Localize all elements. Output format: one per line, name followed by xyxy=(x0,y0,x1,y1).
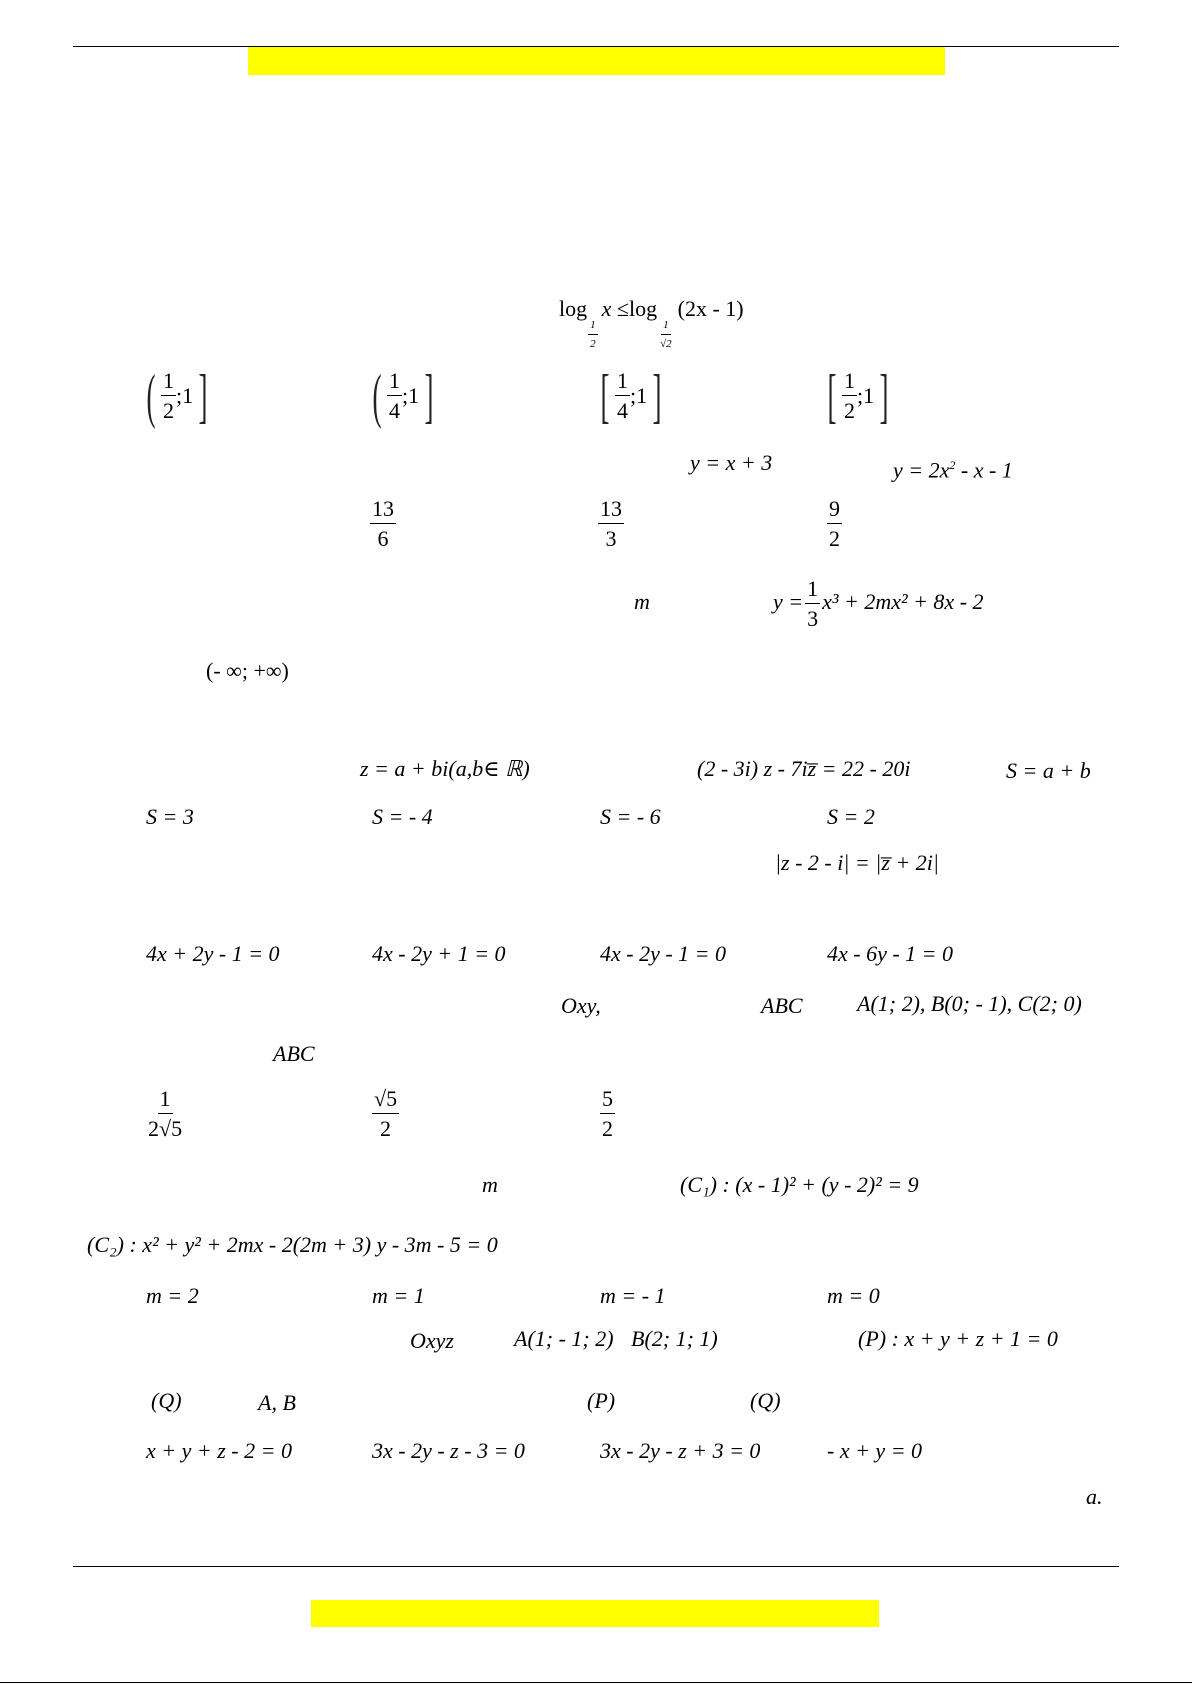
locus-answer-a[interactable]: 4x + 2y - 1 = 0 xyxy=(146,941,280,966)
plane-answer-a[interactable]: x + y + z - 2 = 0 xyxy=(146,1438,292,1463)
footer-rule xyxy=(73,1566,1119,1567)
circle-answer-a[interactable]: m = 2 xyxy=(146,1283,199,1308)
plane-space: Oxyz xyxy=(410,1328,454,1353)
log-answer-b[interactable]: ( $\frac{1}{4}$ ;1 ] xyxy=(372,363,434,429)
area-curve: $y = 2x^2 - x - 1$ xyxy=(893,457,1013,483)
log-answer-d[interactable]: [ $\frac{1}{2}$ ;1 ] xyxy=(827,363,889,429)
circle-answer-c[interactable]: m = - 1 xyxy=(600,1283,666,1308)
log-inequality: log $\frac{1}{2}$ x ≤log $\frac{1}{√2}$ (2x - 1) xyxy=(559,296,744,350)
area-answer-c[interactable]: $\frac{13}{3}$ xyxy=(600,496,622,551)
circle-param: m xyxy=(482,1172,498,1197)
area-line: y = x + 3 xyxy=(690,450,773,475)
locus-answer-b[interactable]: 4x - 2y + 1 = 0 xyxy=(372,941,506,966)
triangle-points: A(1; 2), B(0; - 1), C(2; 0) xyxy=(857,991,1082,1016)
area-answer-b[interactable]: $\frac{13}{6}$ xyxy=(372,496,394,551)
area-answer-d[interactable]: $\frac{9}{2}$ xyxy=(829,496,840,551)
log-answer-c[interactable]: [ $\frac{1}{4}$ ;1 ] xyxy=(600,363,662,429)
triangle-answer-b[interactable]: $\frac{√5}{2}$ xyxy=(374,1086,398,1141)
plane-answer-b[interactable]: 3x - 2y - z - 3 = 0 xyxy=(372,1438,525,1463)
triangle-answer-c[interactable]: $\frac{5}{2}$ xyxy=(602,1086,613,1141)
complex-sum: S = a + b xyxy=(1006,758,1091,783)
plane-q: (Q) xyxy=(151,1388,182,1413)
header-highlight xyxy=(248,47,945,75)
triangle-answer-a[interactable]: $\frac{1}{2√5}$ xyxy=(148,1086,183,1141)
plane-q-ref: (Q) xyxy=(750,1388,781,1413)
footer-mark: a. xyxy=(1086,1484,1103,1509)
plane-p: (P) : x + y + z + 1 = 0 xyxy=(858,1326,1058,1351)
circle-c1: (C₁) : (x - 1)² + (y - 2)² = 9 xyxy=(680,1172,919,1197)
plane-p-ref: (P) xyxy=(587,1388,616,1413)
locus-answer-c[interactable]: 4x - 2y - 1 = 0 xyxy=(600,941,727,966)
plane-answer-c[interactable]: 3x - 2y - z + 3 = 0 xyxy=(600,1438,761,1463)
triangle-name: ABC xyxy=(761,993,803,1018)
mono-param: m xyxy=(634,589,650,614)
complex-answer-d[interactable]: S = 2 xyxy=(827,804,875,829)
circle-answer-b[interactable]: m = 1 xyxy=(372,1283,425,1308)
triangle-plane: Oxy, xyxy=(561,993,601,1018)
circle-answer-d[interactable]: m = 0 xyxy=(827,1283,880,1308)
complex-answer-c[interactable]: S = - 6 xyxy=(600,804,661,829)
plane-point-b: B(2; 1; 1) xyxy=(631,1326,718,1351)
complex-equation: (2 - 3i) z - 7iz̅ = 22 - 20i xyxy=(697,756,911,781)
locus-answer-d[interactable]: 4x - 6y - 1 = 0 xyxy=(827,941,954,966)
plane-point-a: A(1; - 1; 2) xyxy=(514,1326,614,1351)
mono-function: y = $\frac{1}{3}$ x³ + 2mx² + 8x - 2 xyxy=(773,576,984,631)
plane-answer-d[interactable]: - x + y = 0 xyxy=(827,1438,923,1463)
plane-ab: A, B xyxy=(258,1390,296,1415)
triangle-name-2: ABC xyxy=(273,1041,315,1066)
complex-definition: z = a + bi(a,b∈ ℝ) xyxy=(360,756,530,781)
locus-equation: |z - 2 - i| = |z̅ + 2i| xyxy=(775,850,939,875)
complex-answer-a[interactable]: S = 3 xyxy=(146,804,194,829)
circle-c2: (C₂) : x² + y² + 2mx - 2(2m + 3) y - 3m - 5 = 0 xyxy=(87,1232,498,1257)
page-bottom-rule xyxy=(0,1682,1192,1683)
footer-highlight xyxy=(311,1600,879,1627)
log-answer-a[interactable]: ( $\frac{1}{2}$ ;1 ] xyxy=(146,363,208,429)
complex-answer-b[interactable]: S = - 4 xyxy=(372,804,433,829)
mono-interval: (- ∞; +∞) xyxy=(206,658,289,683)
